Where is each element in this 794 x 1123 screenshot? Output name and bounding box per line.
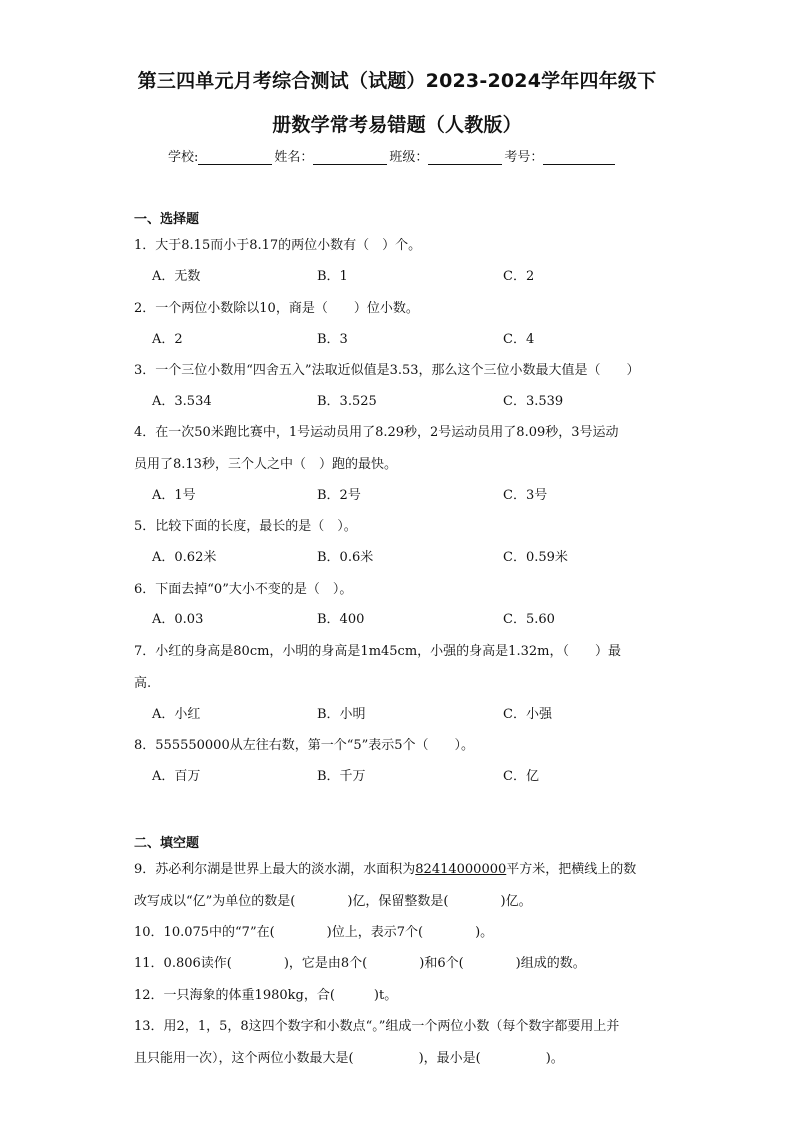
- question-10: 10．10.075中的“7”在( )位上，表示7个( )。: [134, 925, 494, 940]
- question-7-line1: 7．小红的身高是80cm，小明的身高是1m45cm，小强的身高是1.32m，（ ）最: [134, 644, 621, 659]
- question-3: 3．一个三位小数用“四舍五入”法取近似值是3.53，那么这个三位小数最大值是（ ）: [134, 363, 640, 378]
- q1-option-b[interactable]: B．1: [317, 269, 348, 284]
- class-label: 班级：: [389, 150, 429, 165]
- q1-option-c[interactable]: C．2: [503, 269, 535, 284]
- q5-option-b[interactable]: B．0.6米: [317, 550, 374, 565]
- q9-text-pre: 9．苏必利尔湖是世界上最大的淡水湖，水面积为: [134, 862, 416, 877]
- q8-option-b[interactable]: B．千万: [317, 769, 366, 784]
- q3-option-a[interactable]: A．3.534: [152, 394, 212, 409]
- question-1: 1．大于8.15而小于8.17的两位小数有（ ）个。: [134, 238, 422, 253]
- q3-option-b[interactable]: B．3.525: [317, 394, 377, 409]
- class-blank[interactable]: [428, 151, 502, 165]
- q1-option-a[interactable]: A．无数: [152, 269, 201, 284]
- q5-option-a[interactable]: A．0.62米: [152, 550, 217, 565]
- question-4-line2: 员用了8.13秒，三个人之中（ ）跑的最快。: [134, 457, 397, 472]
- q6-option-b[interactable]: B．400: [317, 612, 365, 627]
- question-12: 12．一只海象的体重1980kg，合( )t。: [134, 988, 398, 1003]
- page-title-line1: 第三四单元月考综合测试（试题）2023-2024学年四年级下: [137, 70, 657, 92]
- q2-option-c[interactable]: C．4: [503, 332, 535, 347]
- q6-option-a[interactable]: A．0.03: [152, 612, 204, 627]
- question-9-line1: [134, 858, 636, 877]
- q4-option-a[interactable]: A．1号: [152, 488, 196, 503]
- q5-option-c[interactable]: C．0.59米: [503, 550, 568, 565]
- name-label: 姓名：: [274, 150, 314, 165]
- q2-option-b[interactable]: B．3: [317, 332, 348, 347]
- question-13-line1: 13．用2，1，5，8这四个数字和小数点“。”组成一个两位小数（每个数字都要用上并: [134, 1019, 620, 1034]
- q4-option-b[interactable]: B．2号: [317, 488, 361, 503]
- number-blank[interactable]: [543, 151, 615, 165]
- question-8: 8．555550000从左往右数，第一个“5”表示5个（ ）。: [134, 738, 475, 753]
- question-2: 2．一个两位小数除以10，商是（ ）位小数。: [134, 301, 419, 316]
- q7-option-c[interactable]: C．小强: [503, 707, 552, 722]
- question-6: 6．下面去掉“0”大小不变的是（ ）。: [134, 582, 353, 597]
- q9-underlined-number: 82414000000: [415, 862, 507, 877]
- question-13-line2: 且只能用一次），这个两位小数最大是( )，最小是( )。: [134, 1051, 564, 1066]
- q7-option-a[interactable]: A．小红: [152, 707, 201, 722]
- question-11: 11．0.806读作( )，它是由8个( )和6个( )组成的数。: [134, 956, 586, 971]
- q9-text-post: 平方米，把横线上的数: [506, 862, 637, 877]
- q3-option-c[interactable]: C．3.539: [503, 394, 564, 409]
- q4-option-c[interactable]: C．3号: [503, 488, 548, 503]
- school-blank[interactable]: [198, 151, 272, 165]
- number-label: 考号：: [504, 150, 544, 165]
- q2-option-a[interactable]: A．2: [152, 332, 183, 347]
- q6-option-c[interactable]: C．5.60: [503, 612, 555, 627]
- name-blank[interactable]: [313, 151, 387, 165]
- question-7-line2: 高.: [134, 676, 152, 691]
- question-4-line1: 4．在一次50米跑比赛中，1号运动员用了8.29秒，2号运动员用了8.09秒，3号运动: [134, 425, 619, 440]
- student-info-row: [168, 146, 617, 165]
- question-5: 5．比较下面的长度，最长的是（ ）。: [134, 519, 357, 534]
- page-title-line2: 册数学常考易错题（人教版）: [272, 114, 522, 136]
- q8-option-a[interactable]: A．百万: [152, 769, 201, 784]
- school-label: 学校:: [168, 150, 199, 165]
- question-9-line2: 改写成以“亿”为单位的数是( )亿，保留整数是( )亿。: [134, 894, 532, 909]
- q8-option-c[interactable]: C．亿: [503, 769, 539, 784]
- section-title-choice: 一、选择题: [134, 212, 200, 227]
- section-title-fill: 二、填空题: [134, 836, 200, 851]
- q7-option-b[interactable]: B．小明: [317, 707, 366, 722]
